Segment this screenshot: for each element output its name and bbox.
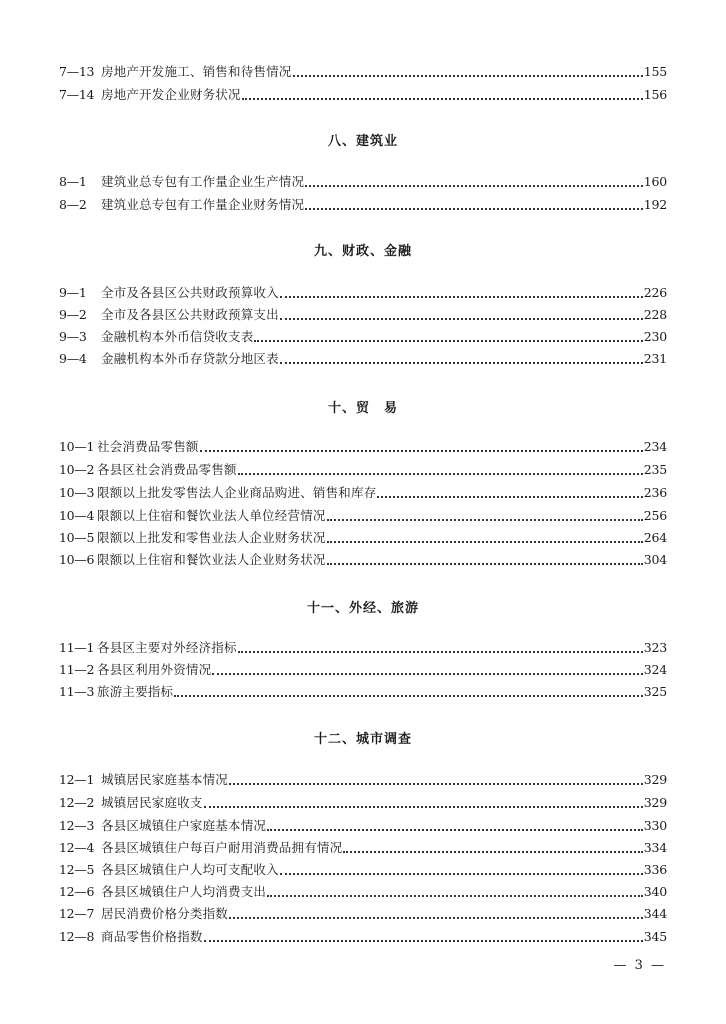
- entry-number: 10—6: [59, 552, 95, 567]
- page-number: — 3 —: [613, 958, 666, 973]
- leader-dots: [267, 828, 643, 831]
- section-heading: 十二、城市调查: [313, 732, 412, 747]
- toc-entry[interactable]: [59, 551, 667, 569]
- entry-number: 11—3: [59, 684, 95, 699]
- entry-number: 10—5: [59, 530, 95, 545]
- leader-dots: [174, 694, 643, 697]
- entry-page: 235: [643, 462, 667, 477]
- entry-number: 12—6: [59, 884, 95, 899]
- entry-title: 各县区利用外资情况: [97, 662, 212, 677]
- entry-title: 全市及各县区公共财政预算支出: [101, 307, 279, 322]
- entry-title: 金融机构本外币存贷款分地区表: [101, 351, 279, 366]
- entry-page: 228: [643, 307, 667, 322]
- toc-entry[interactable]: [59, 883, 667, 901]
- entry-number: 7—13: [59, 64, 95, 79]
- entry-number: 8—2: [59, 197, 87, 212]
- entry-title: 建筑业总专包有工作量企业生产情况: [101, 174, 305, 189]
- toc-entry[interactable]: [59, 196, 667, 214]
- entry-number: 12—2: [59, 795, 95, 810]
- leader-dots: [254, 339, 642, 342]
- toc-entry[interactable]: [59, 529, 667, 547]
- entry-title: 金融机构本外币信贷收支表: [101, 329, 254, 344]
- entry-page: 264: [643, 530, 667, 545]
- entry-title: 房地产开发企业财务状况: [101, 87, 241, 102]
- toc-entry[interactable]: [59, 484, 667, 502]
- entry-page: 304: [643, 552, 667, 567]
- section-heading: 十、贸 易: [327, 401, 398, 416]
- toc-entry[interactable]: [59, 438, 667, 456]
- entry-number: 10—3: [59, 485, 95, 500]
- entry-title: 旅游主要指标: [97, 684, 174, 699]
- entry-page: 323: [643, 640, 667, 655]
- entry-page: 155: [643, 64, 667, 79]
- leader-dots: [204, 805, 643, 808]
- entry-page: 325: [643, 684, 667, 699]
- entry-number: 8—1: [59, 174, 87, 189]
- toc-entry[interactable]: [59, 928, 667, 946]
- entry-title: 各县区主要对外经济指标: [97, 640, 237, 655]
- entry-number: 10—4: [59, 508, 95, 523]
- toc-entry[interactable]: [59, 507, 667, 525]
- toc-entry[interactable]: [59, 86, 667, 104]
- section-heading: 九、财政、金融: [313, 244, 412, 259]
- leader-dots: [377, 495, 642, 498]
- entry-title: 房地产开发施工、销售和待售情况: [101, 64, 292, 79]
- section-heading: 八、建筑业: [327, 134, 398, 149]
- entry-page: 329: [643, 795, 667, 810]
- leader-dots: [327, 518, 643, 521]
- entry-page: 256: [643, 508, 667, 523]
- entry-title: 限额以上住宿和餐饮业法人单位经营情况: [97, 508, 326, 523]
- toc-entry[interactable]: [59, 284, 667, 302]
- toc-entry[interactable]: [59, 350, 667, 368]
- entry-title: 居民消费价格分类指数: [101, 906, 229, 921]
- entry-number: 12—8: [59, 929, 95, 944]
- toc-entry[interactable]: [59, 173, 667, 191]
- entry-title: 城镇居民家庭基本情况: [101, 772, 229, 787]
- entry-number: 12—1: [59, 772, 95, 787]
- leader-dots: [238, 472, 643, 475]
- entry-title: 社会消费品零售额: [97, 439, 199, 454]
- entry-title: 限额以上住宿和餐饮业法人企业财务状况: [97, 552, 326, 567]
- leader-dots: [327, 562, 643, 565]
- entry-title: 各县区城镇住户人均消费支出: [101, 884, 267, 899]
- leader-dots: [305, 207, 643, 210]
- entry-title: 各县区城镇住户每百户耐用消费品拥有情况: [101, 840, 343, 855]
- entry-number: 9—3: [59, 329, 87, 344]
- leader-dots: [280, 295, 643, 298]
- toc-entry[interactable]: [59, 639, 667, 657]
- entry-page: 231: [643, 351, 667, 366]
- entry-title: 建筑业总专包有工作量企业财务情况: [101, 197, 305, 212]
- leader-dots: [280, 361, 643, 364]
- leader-dots: [267, 894, 643, 897]
- toc-entry[interactable]: [59, 905, 667, 923]
- entry-page: 344: [643, 906, 667, 921]
- entry-page: 330: [643, 818, 667, 833]
- leader-dots: [229, 782, 643, 785]
- entry-number: 9—2: [59, 307, 87, 322]
- entry-page: 156: [643, 87, 667, 102]
- leader-dots: [327, 540, 643, 543]
- entry-number: 7—14: [59, 87, 95, 102]
- leader-dots: [280, 872, 643, 875]
- entry-number: 10—2: [59, 462, 95, 477]
- entry-number: 12—3: [59, 818, 95, 833]
- entry-number: 11—2: [59, 662, 95, 677]
- toc-entry[interactable]: [59, 683, 667, 701]
- entry-page: 234: [643, 439, 667, 454]
- toc-entry[interactable]: [59, 839, 667, 857]
- entry-page: 236: [643, 485, 667, 500]
- leader-dots: [238, 650, 643, 653]
- entry-page: 340: [643, 884, 667, 899]
- leader-dots: [242, 97, 643, 100]
- entry-title: 限额以上批发零售法人企业商品购进、销售和库存: [97, 485, 377, 500]
- toc-entry[interactable]: [59, 661, 667, 679]
- entry-title: 全市及各县区公共财政预算收入: [101, 285, 279, 300]
- leader-dots: [204, 939, 643, 942]
- toc-entry[interactable]: [59, 817, 667, 835]
- entry-number: 11—1: [59, 640, 95, 655]
- entry-number: 9—1: [59, 285, 87, 300]
- entry-page: 192: [643, 197, 667, 212]
- leader-dots: [280, 317, 643, 320]
- entry-number: 10—1: [59, 439, 95, 454]
- toc-entry[interactable]: [59, 861, 667, 879]
- toc-entry[interactable]: [59, 771, 667, 789]
- toc-entry[interactable]: [59, 328, 667, 346]
- leader-dots: [229, 916, 643, 919]
- leader-dots: [293, 74, 643, 77]
- entry-page: 160: [643, 174, 667, 189]
- entry-page: 336: [643, 862, 667, 877]
- entry-page: 329: [643, 772, 667, 787]
- entry-page: 324: [643, 662, 667, 677]
- entry-title: 城镇居民家庭收支: [101, 795, 203, 810]
- leader-dots: [212, 672, 642, 675]
- entry-number: 12—4: [59, 840, 95, 855]
- toc-entry[interactable]: [59, 63, 667, 81]
- entry-title: 限额以上批发和零售业法人企业财务状况: [97, 530, 326, 545]
- leader-dots: [200, 449, 643, 452]
- entry-number: 9—4: [59, 351, 87, 366]
- entry-title: 各县区城镇住户家庭基本情况: [101, 818, 267, 833]
- entry-number: 12—5: [59, 862, 95, 877]
- entry-title: 商品零售价格指数: [101, 929, 203, 944]
- entry-page: 334: [643, 840, 667, 855]
- leader-dots: [343, 850, 642, 853]
- entry-number: 12—7: [59, 906, 95, 921]
- entry-title: 各县区社会消费品零售额: [97, 462, 237, 477]
- entry-page: 226: [643, 285, 667, 300]
- entry-title: 各县区城镇住户人均可支配收入: [101, 862, 279, 877]
- toc-entry[interactable]: [59, 461, 667, 479]
- toc-entry[interactable]: [59, 306, 667, 324]
- entry-page: 230: [643, 329, 667, 344]
- leader-dots: [305, 184, 643, 187]
- section-heading: 十一、外经、旅游: [306, 601, 419, 616]
- toc-entry[interactable]: [59, 794, 667, 812]
- entry-page: 345: [643, 929, 667, 944]
